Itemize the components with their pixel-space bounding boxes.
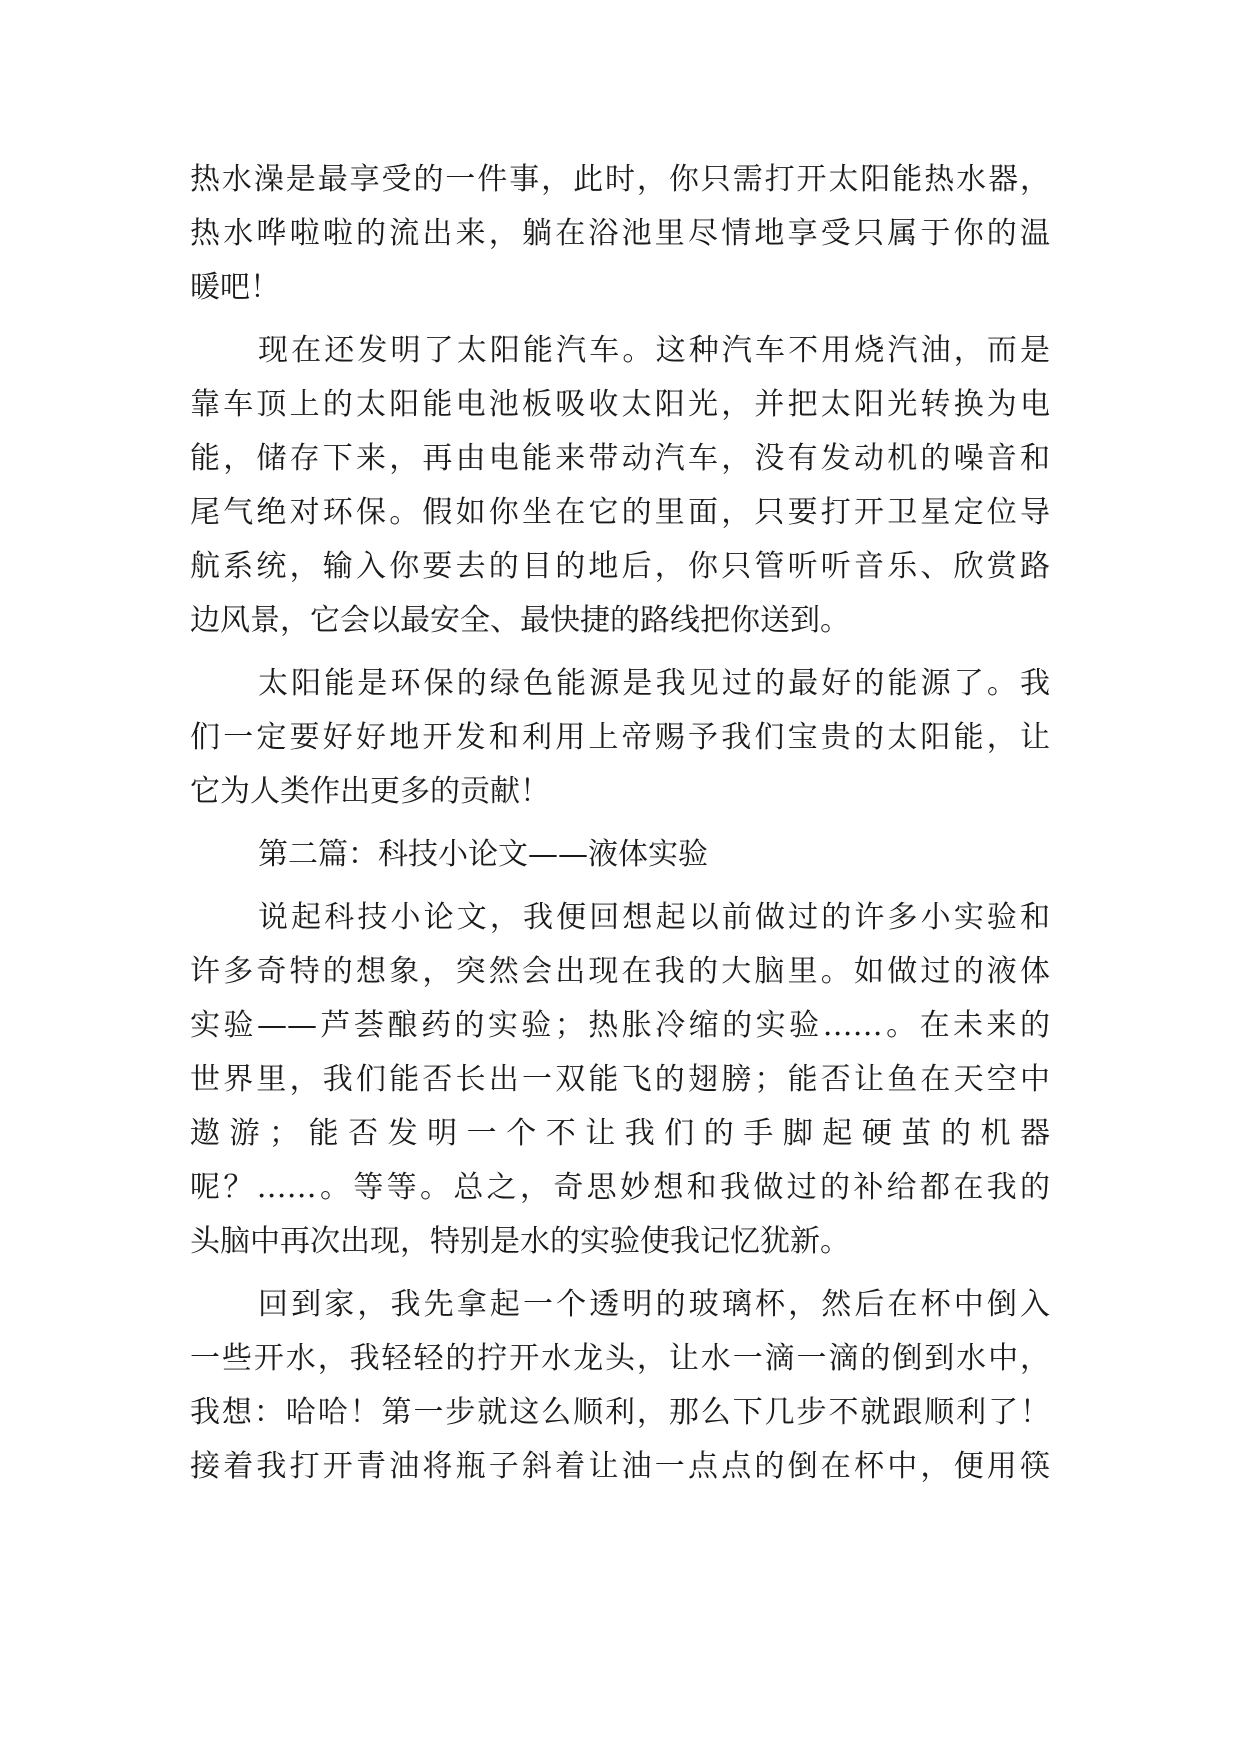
text-line: 暖吧！ xyxy=(190,270,280,305)
paragraph xyxy=(190,657,1050,819)
text-line: 许多奇特的想象，突然会出现在我的大脑里。如做过的液体 xyxy=(190,954,1050,989)
text-line: 回到家，我先拿起一个透明的玻璃杯，然后在杯中倒入 xyxy=(258,1287,1050,1322)
paragraph xyxy=(190,1278,1050,1494)
text-line: 边风景，它会以最安全、最快捷的路线把你送到。 xyxy=(190,603,850,638)
text-line: 接着我打开青油将瓶子斜着让油一点点的倒在杯中，便用筷 xyxy=(190,1449,1050,1484)
document-body xyxy=(190,153,1050,1494)
text-line: 呢？……。等等。总之，奇思妙想和我做过的补给都在我的 xyxy=(190,1170,1050,1205)
text-line: 靠车顶上的太阳能电池板吸收太阳光，并把太阳光转换为电 xyxy=(190,387,1050,422)
text-line: 一些开水，我轻轻的拧开水龙头，让水一滴一滴的倒到水中， xyxy=(190,1341,1050,1376)
text-line: 们一定要好好地开发和利用上帝赐予我们宝贵的太阳能，让 xyxy=(190,720,1050,755)
text-line: 实验——芦荟酿药的实验；热胀冷缩的实验……。在未来的 xyxy=(190,1008,1050,1043)
paragraph xyxy=(190,324,1050,648)
text-line: 太阳能是环保的绿色能源是我见过的最好的能源了。我 xyxy=(258,666,1050,701)
text-line: 能，储存下来，再由电能来带动汽车，没有发动机的噪音和 xyxy=(190,441,1050,476)
text-line: 热水澡是最享受的一件事，此时，你只需打开太阳能热水器， xyxy=(190,162,1050,197)
text-line: 航系统，输入你要去的目的地后，你只管听听音乐、欣赏路 xyxy=(190,549,1050,584)
text-line: 我想：哈哈！第一步就这么顺利，那么下几步不就跟顺利了！ xyxy=(190,1395,1050,1430)
paragraph xyxy=(190,891,1050,1269)
text-line: 尾气绝对环保。假如你坐在它的里面，只要打开卫星定位导 xyxy=(190,495,1050,530)
text-line: 头脑中再次出现，特别是水的实验使我记忆犹新。 xyxy=(190,1224,850,1259)
text-line: 遨游；能否发明一个不让我们的手脚起硬茧的机器 xyxy=(190,1116,1050,1151)
text-line: 热水哗啦啦的流出来，躺在浴池里尽情地享受只属于你的温 xyxy=(190,216,1050,251)
paragraph xyxy=(190,153,1050,315)
text-line: 现在还发明了太阳能汽车。这种汽车不用烧汽油，而是 xyxy=(258,333,1050,368)
text-line: 说起科技小论文，我便回想起以前做过的许多小实验和 xyxy=(258,900,1050,935)
text-line: 第二篇：科技小论文——液体实验 xyxy=(258,837,708,872)
section-heading xyxy=(190,828,1050,882)
text-line: 它为人类作出更多的贡献！ xyxy=(190,774,550,809)
text-line: 世界里，我们能否长出一双能飞的翅膀；能否让鱼在天空中 xyxy=(190,1062,1050,1097)
